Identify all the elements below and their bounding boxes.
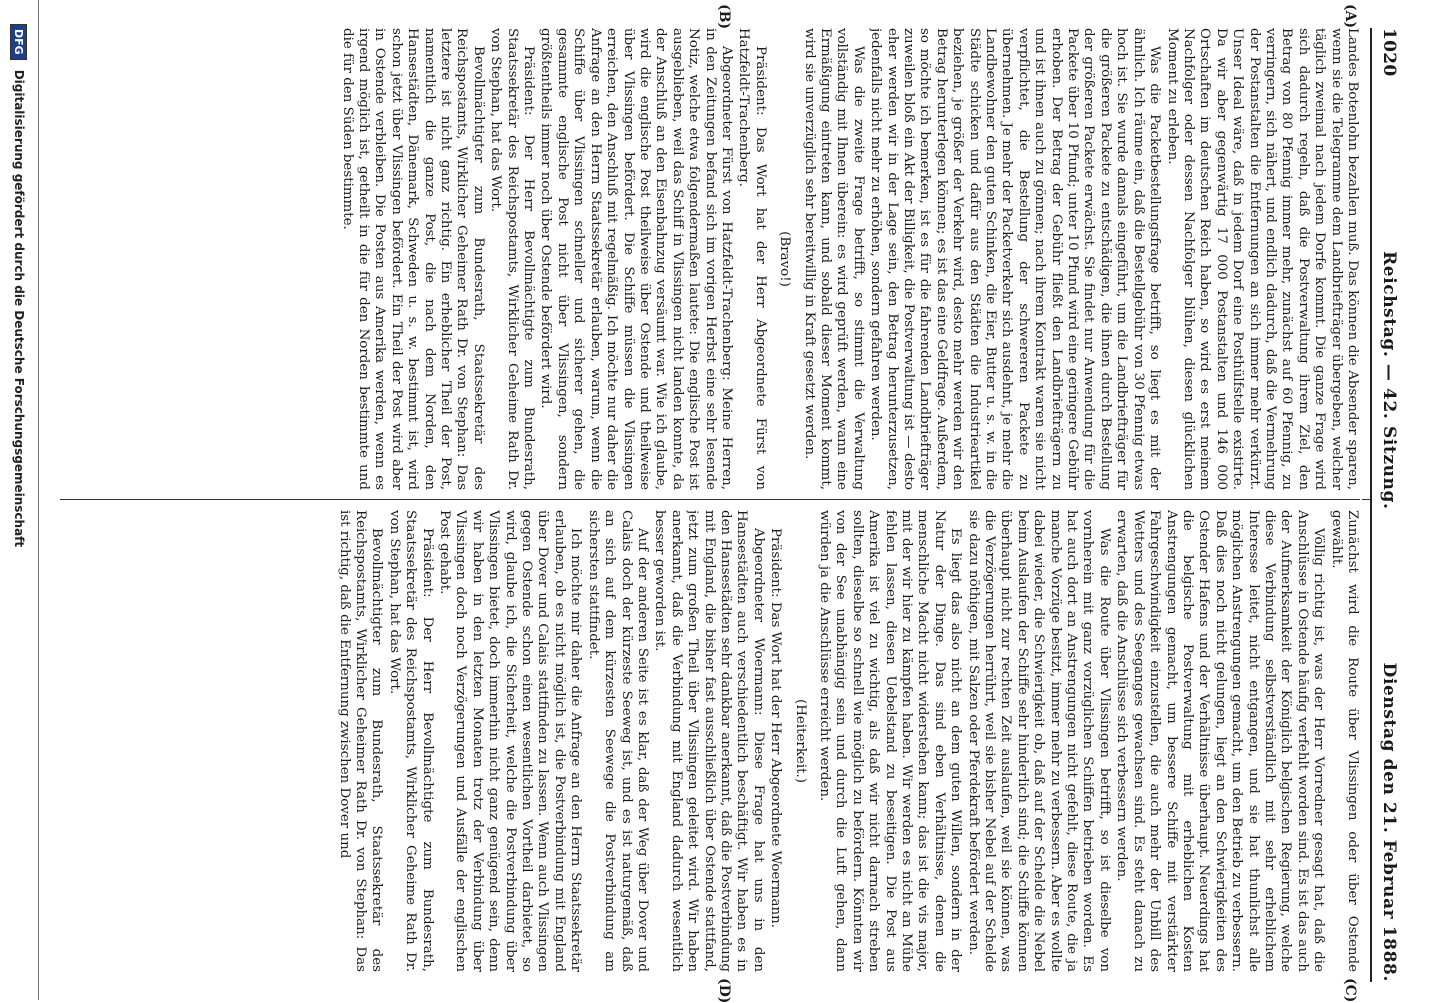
speaker-paragraph: Präsident: Der Herr Bevollmächtigte zum Bundesrath, Staatssekretär des Reichspostamts, Wirklicher Geheime Rath Dr. von Stephan, hat das Wort. bbox=[488, 28, 537, 490]
paragraph: Völlig richtig ist, was der Herr Vorredner gesagt hat, daß die Anschlüsse in Ostende häufig verfehlt worden sind. Es ist das auch der Aufmerksamkeit der Königlich belgischen Regierung, welche diese Verbindung selbstverständlich mit sehr erheblichem Interesse leitet, nicht entgangen, und sie hat thunlichst alle möglichen Anstrengungen gemacht, um den Betrieb zu verbessern. Daß dies noch nicht gelungen, liegt an den Schwierigkeiten des Ostender Hafens und der Verhältnisse überhaupt. Neuerdings hat die belgische Postverwaltung mit erheblichen Kosten Anstrengungen gemacht, um bessere Schiffe mit verstärkter Fahrgeschwindigkeit einzustellen, die auch mehr der Unbill des Wetters und des Seeganges gewachsen sind. Es steht danach zu erwarten, daß die Anschlüsse sich verbessern werden. bbox=[1114, 510, 1327, 972]
speaker-paragraph: Abgeordneter Woermann: Diese Frage hat uns in den Hansestädten auch verschiedentlich beschäftigt. Wir haben es in den Hansestädten sehr dankbar anerkannt, daß die Postverbindung mit England, die bisher fast ausschließlich über Ostende stattfand, jetzt zum großen Theil über Vlissingen geleitet wird. Wir haben anerkannt, daß die Verbindung mit England dadurch wesentlich besser geworden ist. bbox=[652, 510, 766, 972]
margin-mark-c: (C) bbox=[1342, 978, 1358, 1003]
interjection: (Bravo!) bbox=[777, 231, 793, 287]
column-rule bbox=[60, 499, 1360, 500]
paragraph: Ich möchte mir daher die Anfrage an den Herrn Staatssekretär erlauben, ob es nicht möglich ist, die Postverbindung mit England über Dover und Calais stattfinden zu lassen. Wenn auch Vlissingen gegen Ostende schon einen wesentlichen Vortheil darbietet, so wird, glaube ich, die Sicherheit, welche die Postverbindung über Vlissingen bietet, doch immerhin nicht ganz genügend sein, denn wir haben in den letzten Monaten trotz der Verbindung über Vlissingen doch noch Verzögerungen und Ausfälle der englischen Post gehabt. bbox=[437, 510, 584, 972]
speaker-paragraph: Abgeordneter Fürst von Hatzfeldt-Trachenberg: Meine Herren, in den Zeitungen befand sich im vorigen Herbst eine sehr lesende Notiz, welche etwa folgendermaßen lautete: Die englische Post ist ausgeblieben, weil das Schiff in Vlissingen nicht landen konnte, da der Anschluß an den Eisenbahnzug versäumt war. Wie ich glaube, wird die englische Post theilweise über Ostende und theilweise über Vlissingen befördert. Die Schiffe müssen die Vlissingen erreichen, den Anschluß mit regelmäßig. Ich möchte nur daher die Anfrage an den Herrn Staatssekretär erlauben, warum, wenn die Schiffe über Vlissingen schneller und sicherer gehen, die gesammte englische Post nicht über Vlissingen, sondern größtentheils immer noch über Ostende befördert wird. bbox=[538, 28, 734, 490]
header-title: Reichstag. — 42. Sitzung. bbox=[1379, 251, 1399, 510]
margin-mark-d: (D) bbox=[716, 978, 732, 1003]
column-rule-top bbox=[1362, 499, 1370, 500]
digitization-footer bbox=[0, 0, 39, 1000]
dfg-logo: DFG bbox=[11, 24, 28, 60]
page-header bbox=[1370, 28, 1406, 982]
paragraph: Was die Packetbestellungsfrage betrifft, so liegt es mit der ähnlich. Ich räume ein, daß die Bestellgebühr von 30 Pfennig etwas hoch ist. Sie wurde damals eingeführt, um die Landbriefträger für die größeren Packete zu entschädigen, die ihnen durch Bestellung der größeren Packete erwächst. Sie findet nur Anwendung für die Packete über 10 Pfund; unter 10 Pfund wird eine geringere Gebühr erhoben. Der Betrag der Gebühr fließt den Landbriefträgern zu und ist ihnen auch zu gönnen; nach ihrem Kontrakt waren sie nicht verpflichtet, die Bestellung der schwereren Packete zu übernehmen. Je mehr der Packetverkehr sich ausdehnt, je mehr die Landbewohner den guten Schinken, die Eier, Butter u. s. w. in die Städte schicken und dafür aus den Städten die Industrieartikel beziehen, je größer der Verkehr wird, desto mehr werden wir den Betrag herunterlegen können; es ist das eine Geldfrage. Außerdem, so möchte ich bemerken, ist es für die fahrenden Landbriefträger zuweilen bloß ein Akt der Billigkeit, die Postverwaltung ist — desto eher werden wir in der Lage sein, den Betrag herunterzusetzen, jedenfalls nicht mehr zu erhöhen, sondern gefahren werden. bbox=[868, 28, 1163, 490]
paragraph: Landes Botenlohn bezahlen muß. Das können die Absender sparen, wenn sie die Telegramme dem Landbriefträger übergeben, welcher täglich zweimal nach jedem Dorfe kommt. Die ganze Frage wird sich dadurch regeln, daß die Postverwaltung ihrem Ziel, den Betrag von 80 Pfennig immer mehr, zunächst auf 60 Pfennig, zu verringern, sich nähert, und endlich dadurch, daß die Vermehrung der Postanstalten die Entfernungen an sich immer mehr verkürzt. Unser Ideal wäre, daß in jedem Dorf eine Posthülfstelle existirte. Da wir aber gegenwärtig 17 000 Postanstalten und 146 000 Ortschaften im deutschen Reich haben, so wird es erst meinem Nachfolger oder dessen Nachfolger blühen, diesen glücklichen Moment zu erleben. bbox=[1164, 28, 1360, 490]
header-date: Dienstag den 21. Februar 1888. bbox=[1379, 662, 1399, 982]
paragraph: Auf der anderen Seite ist es klar, daß der Weg über Dover und Calais doch der kürzeste Seeweg ist, und es ist naturgemäß, daß an sich auf dem kürzesten Seewege die Postverbindung am sichersten stattfindet. bbox=[585, 510, 650, 972]
interjection: (Heiterkeit.) bbox=[792, 699, 808, 783]
speaker-paragraph: Präsident: Der Herr Bevollmächtigte zum Bundesrath, Staatssekretär des Reichspostamts, Wirklicher Geheime Rath Dr. von Stephan, hat das Wort. bbox=[386, 510, 435, 972]
margin-mark-b: (B) bbox=[716, 4, 732, 30]
page-number: 1020 bbox=[1379, 28, 1399, 77]
right-column bbox=[60, 510, 1360, 972]
paragraph: Was die Route über Vlissingen betrifft, so ist dieselbe von vornherein mit ganz vorzüglichen Schiffen betrieben worden. Es hat auch dort an Anstrengungen nicht gefehlt, diese Route, die ja manche Vorzüge besitzt, immer mehr zu verbessern. Aber es wollte dabei wieder, die Schwierigkeit ob, daß auf der Schelde die Nebel beim Auslaufen der Schiffe sehr hinderlich sind; die Schiffe können überhaupt nicht zur rechten Zeit auslaufen, weil sie können, was die Verzögerungen herrührt, weil sie bisher Nebel auf der Schelde sie dazu nöthigen, mit Salzen oder Pferdekraft befördert werden. bbox=[965, 510, 1112, 972]
margin-mark-a: (A) bbox=[1342, 4, 1358, 29]
speaker-paragraph: Bevollmächtigter zum Bundesrath, Staatssekretär des Reichspostamts, Wirklicher Geheimer Rath Dr. von Stephan: Das ist richtig, daß die Entfernung zwischen Dover und bbox=[336, 510, 385, 972]
digitization-credit: Digitalisierung gefördert durch die Deutsche Forschungsgemeinschaft bbox=[12, 69, 26, 548]
paragraph: Zunächst wird die Route über Vlissingen oder über Ostende gewählt. bbox=[1328, 510, 1360, 972]
speaker-paragraph: Präsident: Das Wort hat der Herr Abgeordnete Woermann. bbox=[768, 528, 784, 928]
speaker-paragraph: Bevollmächtigter zum Bundesrath, Staatssekretär des Reichspostamts, Wirklicher Geheimer Rath Dr. von Stephan: Das letztere ist nicht ganz richtig. Ein erheblicher Theil der Post, namentlich die ganze Post, die nach dem Norden, den Hansestädten, Dänemark, Schweden u. s. w. bestimmt ist, wird schon jetzt über Vlissingen befördert. Ein Theil der Post wird aber in Ostende verbleiben. Die Posten aus Amerika werden, wenn es irgend möglich ist, getheilt in die für den Norden bestimmte und die für den Süden bestimmte. bbox=[339, 28, 486, 490]
paragraph: Was die zweite Frage betrifft, so stimmt die Verwaltung vollständig mit Ihnen überein: es wird geprüft werden, wann eine Ermäßigung eintreten kann, und sobald dieser Moment kommt, wird sie unverzüglich sehr bereitwillig in Kraft gesetzt werden. bbox=[801, 28, 866, 490]
left-column bbox=[60, 28, 1360, 490]
paragraph: Es liegt das also nicht an dem guten Willen, sondern in der Natur der Dinge. Das sind eben Verhältnisse, denen die menschliche Macht nicht widerstehen kann; das ist die vis major, mit der wir hier zu kämpfen haben. Wir werden es nicht an Mühe fehlen lassen, diesen Uebelstand zu beseitigen. Die Post aus Amerika ist viel zu wichtig, als daß wir nicht darnach streben sollten, dieselbe so schnell wie möglich zu befördern. Könnten wir von der See unabhängig sein und durch die Luft gehen, dann würden ja die Anschlüsse erreicht werden. bbox=[817, 510, 964, 972]
speaker-paragraph: Präsident: Das Wort hat der Herr Abgeordnete Fürst von Hatzfeldt-Trachenberg. bbox=[736, 28, 768, 490]
